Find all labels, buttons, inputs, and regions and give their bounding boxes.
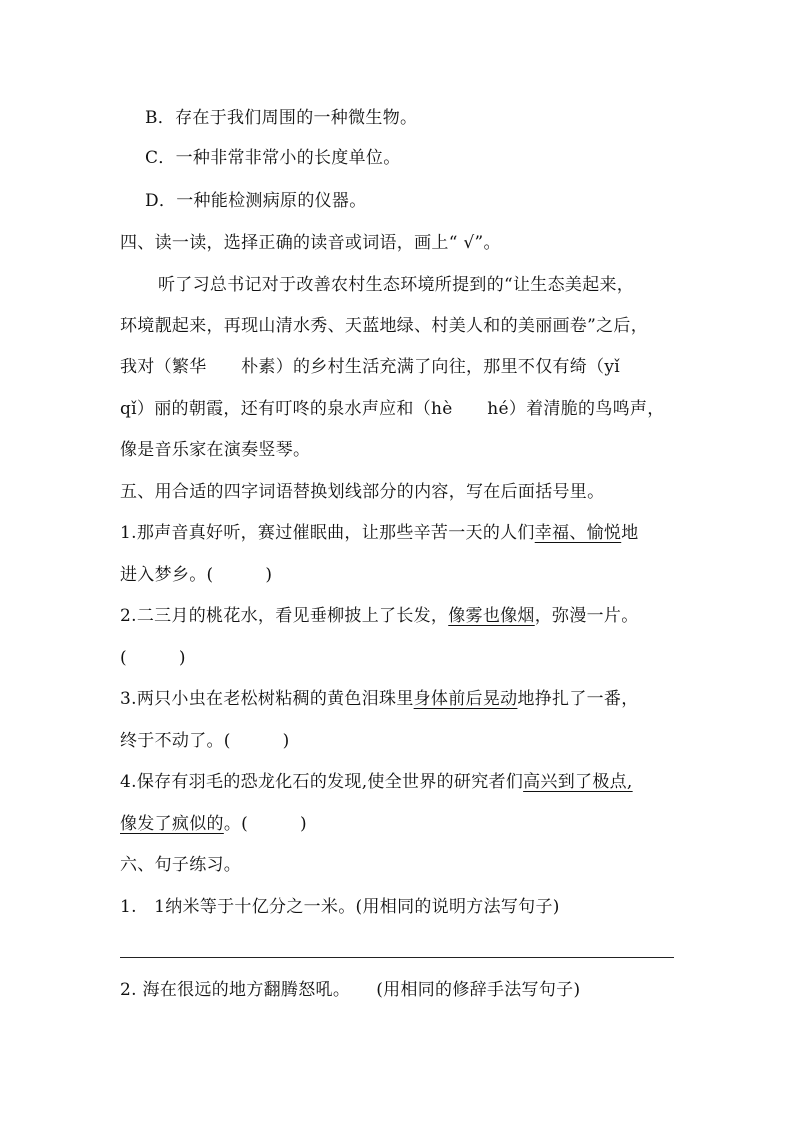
q2-answer-line[interactable]: ( ) <box>120 648 186 668</box>
section-5-question-3 <box>120 687 639 711</box>
q2-underlined-phrase: 像雾也像烟 <box>448 606 535 626</box>
q3-answer-line[interactable]: 终于不动了。( ) <box>120 731 290 751</box>
q4-continuation[interactable] <box>120 812 307 836</box>
section-4-passage-line-2: 环境靓起来，再现山清水秀、天蓝地绿、村美人和的美丽画卷”之后， <box>120 316 648 336</box>
section-4-passage-line-5: 像是音乐家在演奏竖琴。 <box>120 440 311 460</box>
section-5-question-1 <box>120 521 639 545</box>
section-4-passage-line-4: qǐ）丽的朝霞，还有叮咚的泉水声应和（hè hé）着清脆的鸟鸣声， <box>120 399 665 419</box>
q2-text-end: ，弥漫一片。 <box>534 606 639 626</box>
option-c: C．一种非常非常小的长度单位。 <box>145 148 401 168</box>
q2-text: 2.二三月的桃花水，看见垂柳披上了长发， <box>120 606 449 626</box>
section-4-passage-line-3: 我对（繁华 朴素）的乡村生活充满了向往，那里不仅有绮（yǐ <box>120 357 621 377</box>
section-4-heading: 四、读一读，选择正确的读音或词语，画上“ √”。 <box>120 233 501 253</box>
section-6-heading: 六、句子练习。 <box>120 855 242 875</box>
section-5-question-2 <box>120 604 639 628</box>
q3-text-end: 地挣扎了一番， <box>517 689 639 709</box>
section-6-question-1: 1. 1纳米等于十亿分之一米。(用相同的说明方法写句子) <box>120 897 560 917</box>
section-6-question-2: 2. 海在很远的地方翻腾怒吼。 (用相同的修辞手法写句子) <box>120 980 581 1000</box>
section-5-question-4 <box>120 770 633 794</box>
q4-answer-bracket[interactable]: 。( ) <box>223 814 307 834</box>
q3-underlined-phrase: 身体前后晃动 <box>413 689 518 709</box>
q4-underlined-phrase-1: 高兴到了极点, <box>523 772 633 792</box>
q3-text: 3.两只小虫在老松树粘稠的黄色泪珠里 <box>120 689 414 709</box>
answer-write-line[interactable] <box>120 957 674 958</box>
q1-underlined-phrase: 幸福、愉悦 <box>534 523 622 543</box>
section-5-heading: 五、用合适的四字词语替换划线部分的内容，写在后面括号里。 <box>120 482 605 502</box>
q4-text: 4.保存有羽毛的恐龙化石的发现,使全世界的研究者们 <box>120 772 524 792</box>
section-4-passage-line-1: 听了习总书记对于改善农村生态环境所提到的“让生态美起来， <box>158 275 635 295</box>
q4-underlined-phrase-2: 像发了疯似的 <box>120 814 224 834</box>
option-b: B．存在于我们周围的一种微生物。 <box>145 108 418 128</box>
option-d: D．一种能检测病原的仪器。 <box>145 191 367 211</box>
q1-answer-line[interactable]: 进入梦乡。( ) <box>120 565 273 585</box>
q1-text: 1.那声音真好听，赛过催眠曲，让那些辛苦一天的人们 <box>120 523 535 543</box>
q1-text-end: 地 <box>621 523 639 543</box>
